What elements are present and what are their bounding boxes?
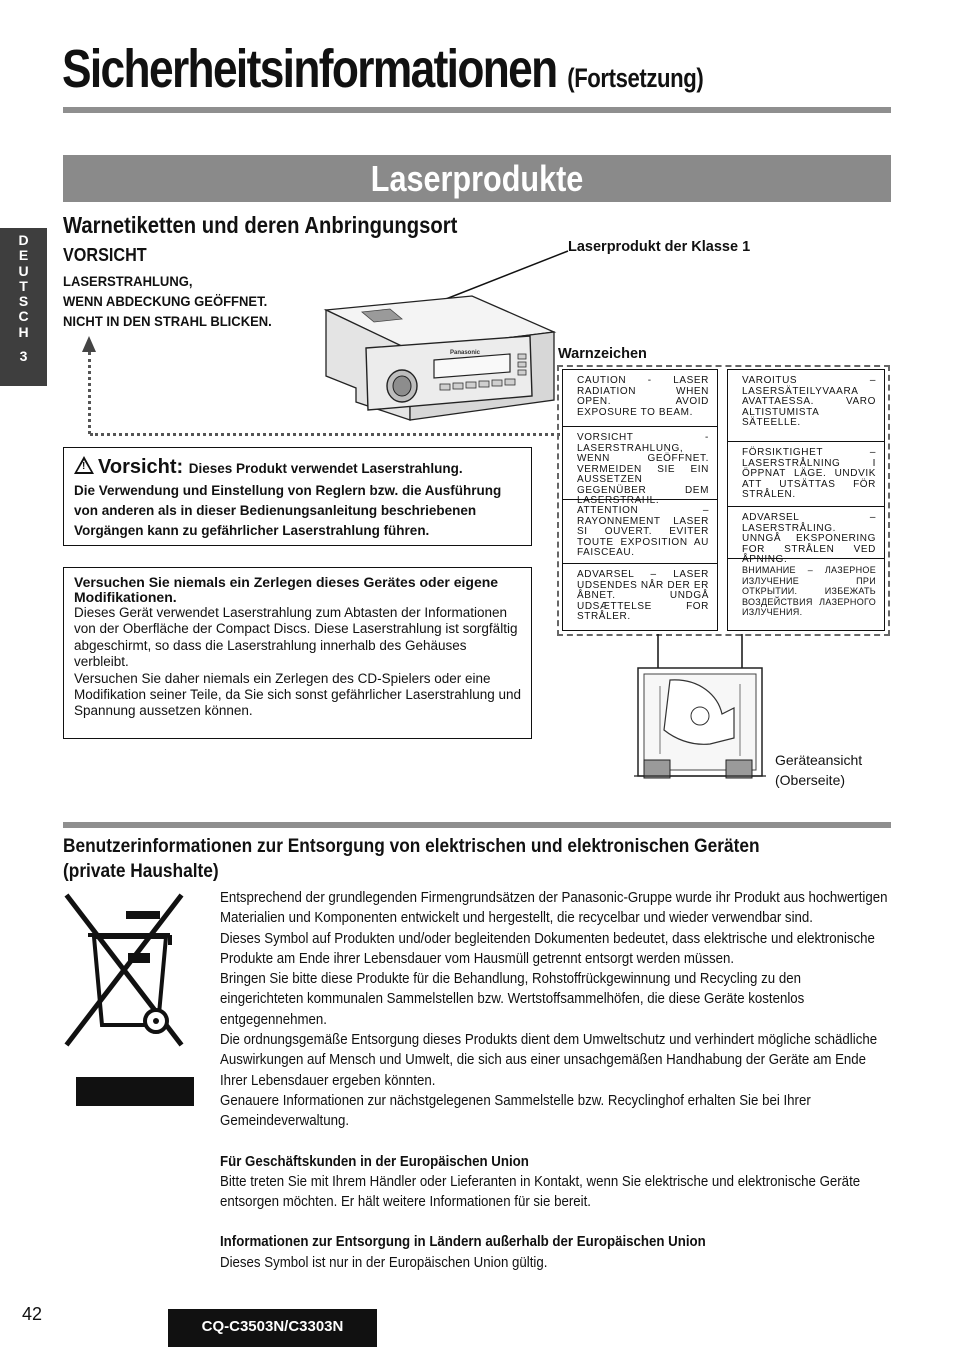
laser-class-label: Laserprodukt der Klasse 1	[568, 239, 751, 255]
warning-label-de: VORSICHT - LASERSTRAHLUNG, WENN GEÖFFNET. VERMEIDEN SIE EIN AUSSETZEN GEGENÜBER DEM LASERSTRAHL.	[563, 427, 717, 500]
disposal-paragraph: Bringen Sie bitte diese Produkte für die Behandlung, Rohstoffrückgewinnung und Recycling zu den eingerichteten kommunalen Sammelstellen bzw. Wertstoffsammelhöfen, die diese Geräte kostenlos entgegennehmen.	[220, 971, 805, 1028]
vorsicht-heading: ! Vorsicht: Dieses Produkt verwendet Laserstrahlung.	[74, 456, 521, 479]
eu-business-text: Bitte treten Sie mit Ihrem Händler oder Lieferanten in Kontakt, wenn Sie elektrische und elektronische Geräte entsorgen möchten. Er hält weitere Informationen für sie bereit.	[220, 1173, 861, 1211]
title-rule	[63, 107, 891, 113]
disposal-paragraph: Genauere Informationen zur nächstgelegenen Sammelstelle bzw. Recyclinghof erhalten Sie bei Ihrer Gemeindeverwaltung.	[220, 1092, 811, 1130]
caution-line: LASERSTRAHLUNG,	[63, 273, 193, 289]
device-brand: Panasonic	[450, 350, 481, 356]
side-tab-letter: U	[18, 262, 29, 279]
caution-line: WENN ABDECKUNG GEÖFFNET.	[63, 293, 268, 309]
side-tab-letter: D	[18, 232, 29, 248]
disposal-paragraph: Dieses Symbol auf Produkten und/oder begleitenden Dokumenten bedeutet, dass elektrische und elektronische Produkte am Ende ihrer Lebensdauer vom Hausmüll getrennt entsorgt werden müssen.	[220, 930, 875, 967]
disposal-paragraph: Die ordnungsgemäße Entsorgung dieses Produkts dient dem Umweltschutz und verhindert mögliche schädliche Auswirkungen auf Mensch und Umwelt, die sich aus einer unsachgemäßen Handhabung der Geräte am Ende Ihrer Lebensdauer ergeben könnten.	[220, 1032, 878, 1089]
side-tab-letter: H	[18, 323, 29, 340]
model-number-badge: CQ-C3503N/C3303N	[168, 1309, 377, 1347]
side-tab-number: 3	[19, 348, 28, 365]
crossed-out-wheelie-bin-icon	[64, 893, 186, 1053]
sub-heading: Warnetiketten und deren Anbringungsort	[63, 212, 458, 238]
page-title: Sicherheitsinformationen (Fortsetzung)	[62, 39, 704, 99]
caution-heading: VORSICHT	[63, 245, 147, 265]
warning-label-fi: VAROITUS – LASERSÄTEILYVAARA AVATTAESSA. VARO ALTISTUMISTA SÄTEELLE.	[728, 370, 884, 442]
disposal-text	[220, 888, 888, 1273]
weee-solid-bar	[76, 1077, 194, 1106]
warning-label-ru: ВНИМАНИЕ – ЛАЗЕРНОЕ ИЗЛУЧЕНИЕ ПРИ ОТКРЫТИИ. ИЗБЕЖАТЬ ВОЗДЕЙСТВИЯ ЛАЗЕРНОГО ИЗЛУЧЕНИЯ.	[742, 565, 876, 617]
disassembly-body: Dieses Gerät verwendet Laserstrahlung zum Abtasten der Informationen von der Oberfläche der Compact Discs. Diese Laserstrahlung ist sorgfältig abgeschirmt, so dass die Laserstrahlung innerhalb des Gehäuses verbleibt.	[74, 605, 518, 670]
car-stereo-illustration	[322, 292, 558, 428]
warning-label-da: ADVARSEL – LASER UDSENDES NÅR DER ER ÅBNET. UNDGÅ UDSÆTTELSE FOR STRÅLER.	[577, 569, 709, 622]
warning-label-sv: FÖRSIKTIGHET – LASERSTRÅLNING I ÖPPNAT LÄGE. UNDVIK ATT UTSÄTTAS FÖR STRÅLEN.	[728, 442, 884, 507]
arrow-up-icon	[82, 336, 96, 352]
vorsicht-heading-tail: Dieses Produkt verwendet Laserstrahlung.	[188, 461, 463, 476]
dotted-leader-vertical	[88, 352, 91, 434]
vorsicht-box	[63, 447, 532, 546]
language-side-tab	[0, 228, 47, 386]
top-view-label: Geräteansicht (Oberseite)	[775, 752, 863, 788]
non-eu-heading: Informationen zur Entsorgung in Ländern außerhalb der Europäischen Union	[220, 1234, 706, 1251]
disassembly-heading: Versuchen Sie niemals ein Zerlegen dieses Gerätes oder eigene Modifikationen.	[74, 574, 499, 605]
disposal-heading: Benutzerinformationen zur Entsorgung von elektrischen und elektronischen Geräten (private Haushalte)	[63, 836, 760, 882]
caution-line: NICHT IN DEN STRAHL BLICKEN.	[63, 313, 272, 329]
disassembly-body-2: Versuchen Sie daher niemals ein Zerlegen des CD-Spielers oder eine Modifikation seiner Teile, da Sie sich sonst gefährlicher Laserstrahlung und Spannung aussetzen können.	[74, 670, 522, 719]
warning-label-en: CAUTION - LASER RADIATION WHEN OPEN. AVOID EXPOSURE TO BEAM.	[563, 370, 717, 427]
dotted-leader-horizontal	[90, 433, 560, 436]
disassembly-warning-box	[63, 567, 532, 739]
side-tab-letter: S	[18, 293, 29, 310]
warning-label-no: ADVARSEL – LASERSTRÅLING. UNNGÅ EKSPONERING FOR STRÅLEN VED ÅPNING.	[728, 507, 884, 559]
device-top-view-illustration	[630, 634, 770, 786]
section-banner: Laserprodukte	[63, 155, 891, 202]
warning-triangle-icon: !	[74, 456, 94, 474]
eu-business-heading: Für Geschäftskunden in der Europäischen Union	[220, 1153, 529, 1170]
side-tab-letter: T	[19, 277, 28, 294]
page-number: 42	[22, 1304, 43, 1324]
non-eu-text: Dieses Symbol ist nur in der Europäischen Union gültig.	[220, 1254, 548, 1271]
vorsicht-body: Die Verwendung und Einstellung von Reglern bzw. die Ausführung von anderen als in dieser Bedienungsanleitung beschriebenen Vorgängen kann zu gefährlicher Laserstrahlung führen.	[74, 483, 502, 538]
side-tab-letter: C	[18, 308, 29, 325]
warning-label-fr: ATTENTION – RAYONNEMENT LASER SI OUVERT. EVITER TOUTE EXPOSITION AU FAISCEAU.	[563, 500, 717, 564]
caution-label-text	[63, 271, 272, 331]
warning-labels-right	[727, 369, 885, 631]
warnzeichen-label: Warnzeichen	[558, 346, 647, 362]
disposal-paragraph: Entsprechend der grundlegenden Firmengrundsätzen der Panasonic-Gruppe wurde ihr Produkt aus hochwertigen Materialien und Komponenten entwickelt und hergestellt, die recycelbar und wieder verwendbar sind.	[220, 890, 888, 927]
page-title-suffix: (Fortsetzung)	[567, 63, 704, 93]
section-rule	[63, 822, 891, 828]
side-tab-letter: E	[18, 247, 29, 264]
warning-labels-left	[562, 369, 718, 631]
